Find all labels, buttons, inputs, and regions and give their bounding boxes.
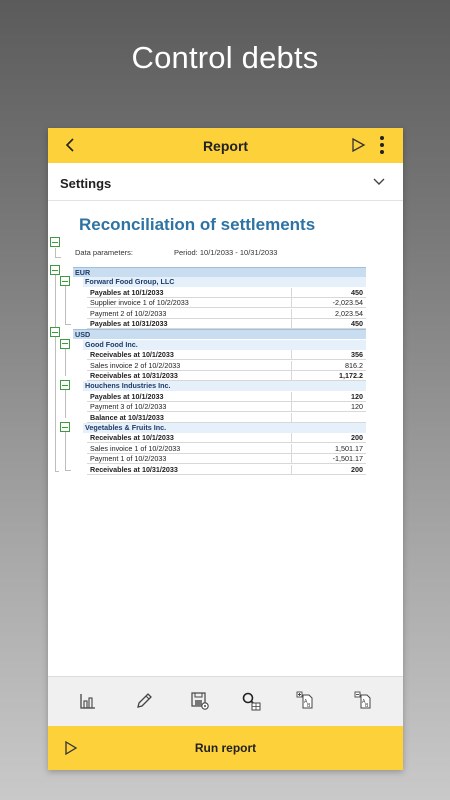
row-label: Receivables at 10/1/2033: [90, 350, 174, 360]
tree-connector: [65, 470, 71, 471]
chevron-down-icon[interactable]: [372, 176, 386, 188]
row-label: USD: [75, 330, 91, 340]
counterparty-row: [83, 340, 366, 350]
collapse-all-icon[interactable]: [353, 690, 375, 712]
settings-panel-header[interactable]: [48, 163, 403, 201]
counterparty-toggle[interactable]: [60, 422, 70, 432]
row-amount: 200: [291, 433, 366, 443]
row-amount: 1,172.2: [291, 371, 366, 381]
counterparty-row: [83, 423, 366, 433]
table-row: [87, 319, 366, 329]
row-amount: 450: [291, 288, 366, 298]
table-row: [87, 392, 366, 402]
tree-connector: [65, 349, 66, 376]
app-bar: [48, 128, 403, 163]
svg-text:B: B: [365, 703, 369, 709]
table-row: [87, 298, 366, 308]
row-amount: 1,501.17: [291, 444, 366, 454]
table-row: [87, 444, 366, 454]
row-label: Balance at 10/31/2033: [90, 412, 164, 422]
table-row: [87, 454, 366, 464]
tree-connector: [65, 432, 66, 470]
row-amount: 356: [291, 350, 366, 360]
tree-connector: [65, 286, 66, 324]
chart-icon[interactable]: [77, 690, 99, 712]
table-row: [87, 288, 366, 298]
counterparty-row: [83, 381, 366, 391]
currency-row: [73, 329, 366, 339]
row-label: Good Food Inc.: [85, 339, 138, 349]
bottom-toolbar: [48, 676, 403, 726]
more-menu-icon[interactable]: [378, 135, 386, 155]
row-amount: 2,023.54: [291, 309, 366, 319]
pencil-icon[interactable]: [133, 690, 155, 712]
counterparty-toggle[interactable]: [60, 276, 70, 286]
counterparty-toggle[interactable]: [60, 339, 70, 349]
row-label: Houchens Industries Inc.: [85, 381, 171, 391]
tree-connector: [65, 324, 71, 325]
row-amount: 200: [291, 465, 366, 475]
row-amount: 816.2: [291, 361, 366, 371]
counterparty-row: [83, 277, 366, 287]
svg-text:A: A: [304, 699, 308, 705]
tree-connector: [55, 275, 56, 329]
row-amount: 120: [291, 402, 366, 412]
tree-connector: [65, 390, 66, 417]
row-label: Sales invoice 1 of 10/2/2033: [90, 443, 181, 453]
row-label: Payment 3 of 10/2/2033: [90, 402, 167, 412]
currency-toggle[interactable]: [50, 265, 60, 275]
save-settings-icon[interactable]: [189, 690, 211, 712]
report-view: [48, 201, 403, 676]
tree-connector: [55, 257, 61, 258]
row-label: Receivables at 10/1/2033: [90, 433, 174, 443]
row-label: Payment 2 of 10/2/2033: [90, 308, 167, 318]
row-label: Sales invoice 2 of 10/2/2033: [90, 360, 181, 370]
table-row: [87, 350, 366, 360]
page-title: Report: [202, 137, 249, 154]
table-row: [87, 371, 366, 381]
table-row: [87, 361, 366, 371]
tree-connector: [55, 471, 59, 472]
report-title: Reconciliation of settlements: [79, 215, 316, 234]
svg-text:A: A: [362, 699, 366, 705]
row-amount: 450: [291, 319, 366, 329]
params-value: Period: 10/1/2033 - 10/31/2033: [174, 248, 278, 257]
table-row: [87, 433, 366, 443]
settings-label: Settings: [60, 176, 112, 191]
row-label: Supplier invoice 1 of 10/2/2033: [90, 298, 189, 308]
svg-text:B: B: [307, 703, 311, 709]
app-screen: [48, 128, 403, 770]
run-report-label: Run report: [194, 741, 257, 755]
row-label: Payment 1 of 10/2/2033: [90, 454, 167, 464]
play-icon[interactable]: [350, 137, 366, 153]
row-label: Forward Food Group, LLC: [85, 277, 175, 287]
row-amount: -1,501.17: [291, 454, 366, 464]
table-row: [87, 465, 366, 475]
currency-toggle[interactable]: [50, 327, 60, 337]
currency-row: [73, 267, 366, 277]
table-row: [87, 402, 366, 412]
run-report-button[interactable]: [48, 726, 403, 770]
params-toggle[interactable]: [50, 237, 60, 247]
row-label: Vegetables & Fruits Inc.: [85, 423, 167, 432]
counterparty-toggle[interactable]: [60, 380, 70, 390]
tree-connector: [55, 337, 56, 470]
row-amount: -2,023.54: [291, 298, 366, 308]
row-label: Receivables at 10/31/2033: [90, 371, 178, 380]
expand-all-icon[interactable]: [295, 690, 317, 712]
row-label: EUR: [75, 268, 91, 277]
row-amount: [291, 413, 366, 423]
search-table-icon[interactable]: [240, 690, 262, 712]
tree-connector: [55, 248, 56, 257]
params-label: Data parameters:: [75, 248, 133, 257]
row-amount: 120: [291, 392, 366, 402]
promo-headline: Control debts: [131, 40, 319, 75]
row-label: Receivables at 10/31/2033: [90, 464, 178, 474]
table-row: [87, 309, 366, 319]
row-label: Payables at 10/31/2033: [90, 319, 168, 328]
table-row: [87, 413, 366, 423]
row-label: Payables at 10/1/2033: [90, 391, 164, 401]
row-label: Payables at 10/1/2033: [90, 287, 164, 297]
